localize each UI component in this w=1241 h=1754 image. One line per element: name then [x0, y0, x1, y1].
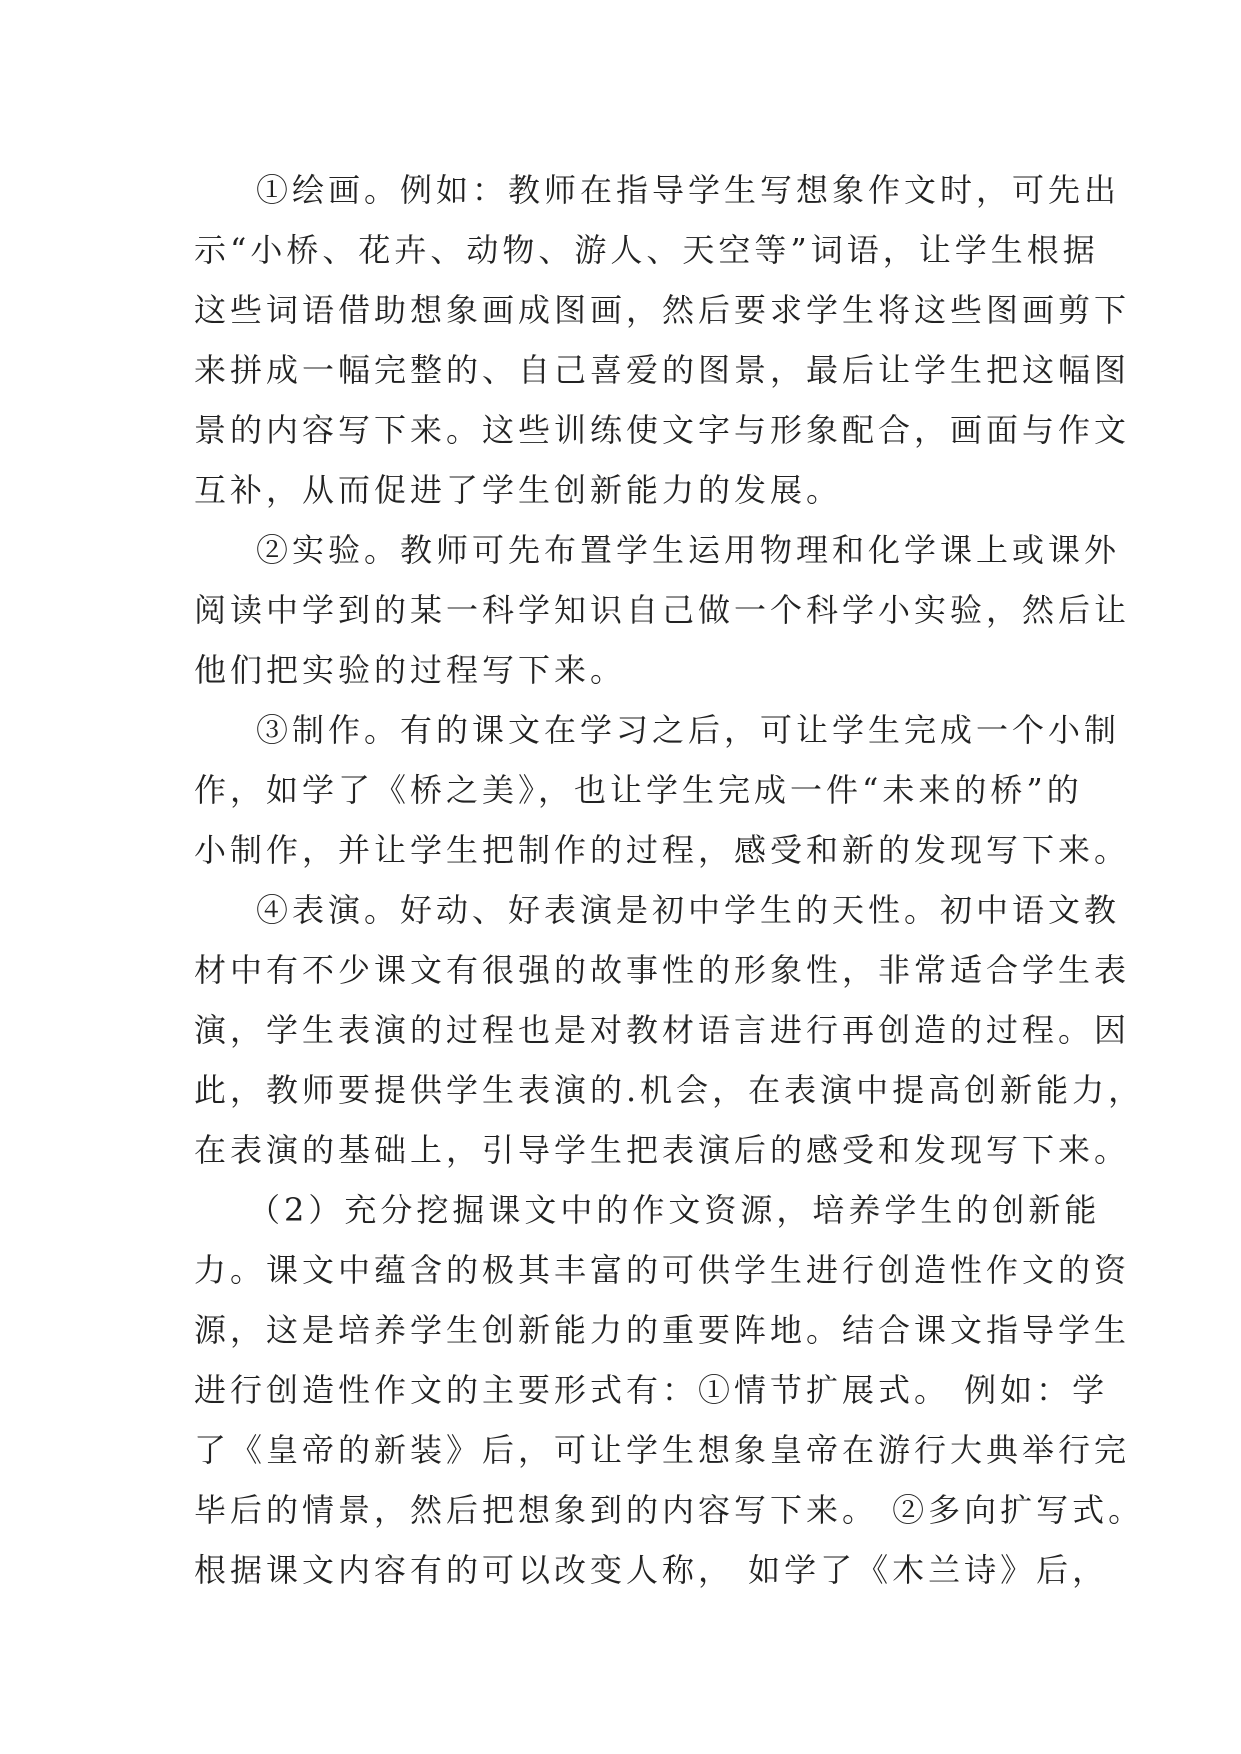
paragraph-performance: [194, 880, 1145, 1180]
text-line: 互补，从而促进了学生创新能力的发展。: [194, 471, 843, 509]
text-line: ②实验。教师可先布置学生运用物理和化学课上或课外: [256, 531, 1121, 569]
text-line: 此，教师要提供学生表演的.机会，在表演中提高创新能力，: [194, 1071, 1145, 1109]
text-line: 示“小桥、花卉、动物、游人、天空等”词语，让学生根据: [194, 231, 1099, 269]
text-line: 作，如学了《桥之美》，也让学生完成一件“未来的桥”的: [194, 771, 1083, 809]
text-line: 根据课文内容有的可以改变人称， 如学了《木兰诗》后，: [194, 1551, 1109, 1589]
text-line: 进行创造性作文的主要形式有：①情节扩展式。 例如：学: [194, 1371, 1109, 1409]
text-line: 在表演的基础上，引导学生把表演后的感受和发现写下来。: [194, 1131, 1131, 1169]
text-line: 了《皇帝的新装》后，可让学生想象皇帝在游行大典举行完: [194, 1431, 1131, 1469]
document-body: [194, 160, 1145, 1600]
text-line: 他们把实验的过程写下来。: [194, 651, 627, 689]
paragraph-making: [194, 700, 1131, 880]
paragraph-drawing: [194, 160, 1131, 520]
text-line: 力。课文中蕴含的极其丰富的可供学生进行创造性作文的资: [194, 1251, 1131, 1289]
text-line: 源，这是培养学生创新能力的重要阵地。结合课文指导学生: [194, 1311, 1131, 1349]
text-line: ③制作。有的课文在学习之后，可让学生完成一个小制: [256, 711, 1121, 749]
text-line: 小制作，并让学生把制作的过程，感受和新的发现写下来。: [194, 831, 1131, 869]
text-line: 景的内容写下来。这些训练使文字与形象配合，画面与作文: [194, 411, 1131, 449]
text-line: （2）充分挖掘课文中的作文资源，培养学生的创新能: [248, 1191, 1101, 1229]
text-line: 来拼成一幅完整的、自己喜爱的图景，最后让学生把这幅图: [194, 351, 1131, 389]
text-line: 演，学生表演的过程也是对教材语言进行再创造的过程。因: [194, 1011, 1131, 1049]
text-line: 阅读中学到的某一科学知识自己做一个科学小实验，然后让: [194, 591, 1131, 629]
text-line: 毕后的情景，然后把想象到的内容写下来。 ②多向扩写式。: [194, 1491, 1145, 1529]
text-line: ①绘画。例如：教师在指导学生写想象作文时，可先出: [256, 171, 1121, 209]
text-line: 材中有不少课文有很强的故事性的形象性，非常适合学生表: [194, 951, 1131, 989]
text-line: 这些词语借助想象画成图画，然后要求学生将这些图画剪下: [194, 291, 1131, 329]
text-line: ④表演。好动、好表演是初中学生的天性。初中语文教: [256, 891, 1121, 929]
paragraph-experiment: [194, 520, 1131, 700]
paragraph-section-2: [194, 1180, 1145, 1600]
